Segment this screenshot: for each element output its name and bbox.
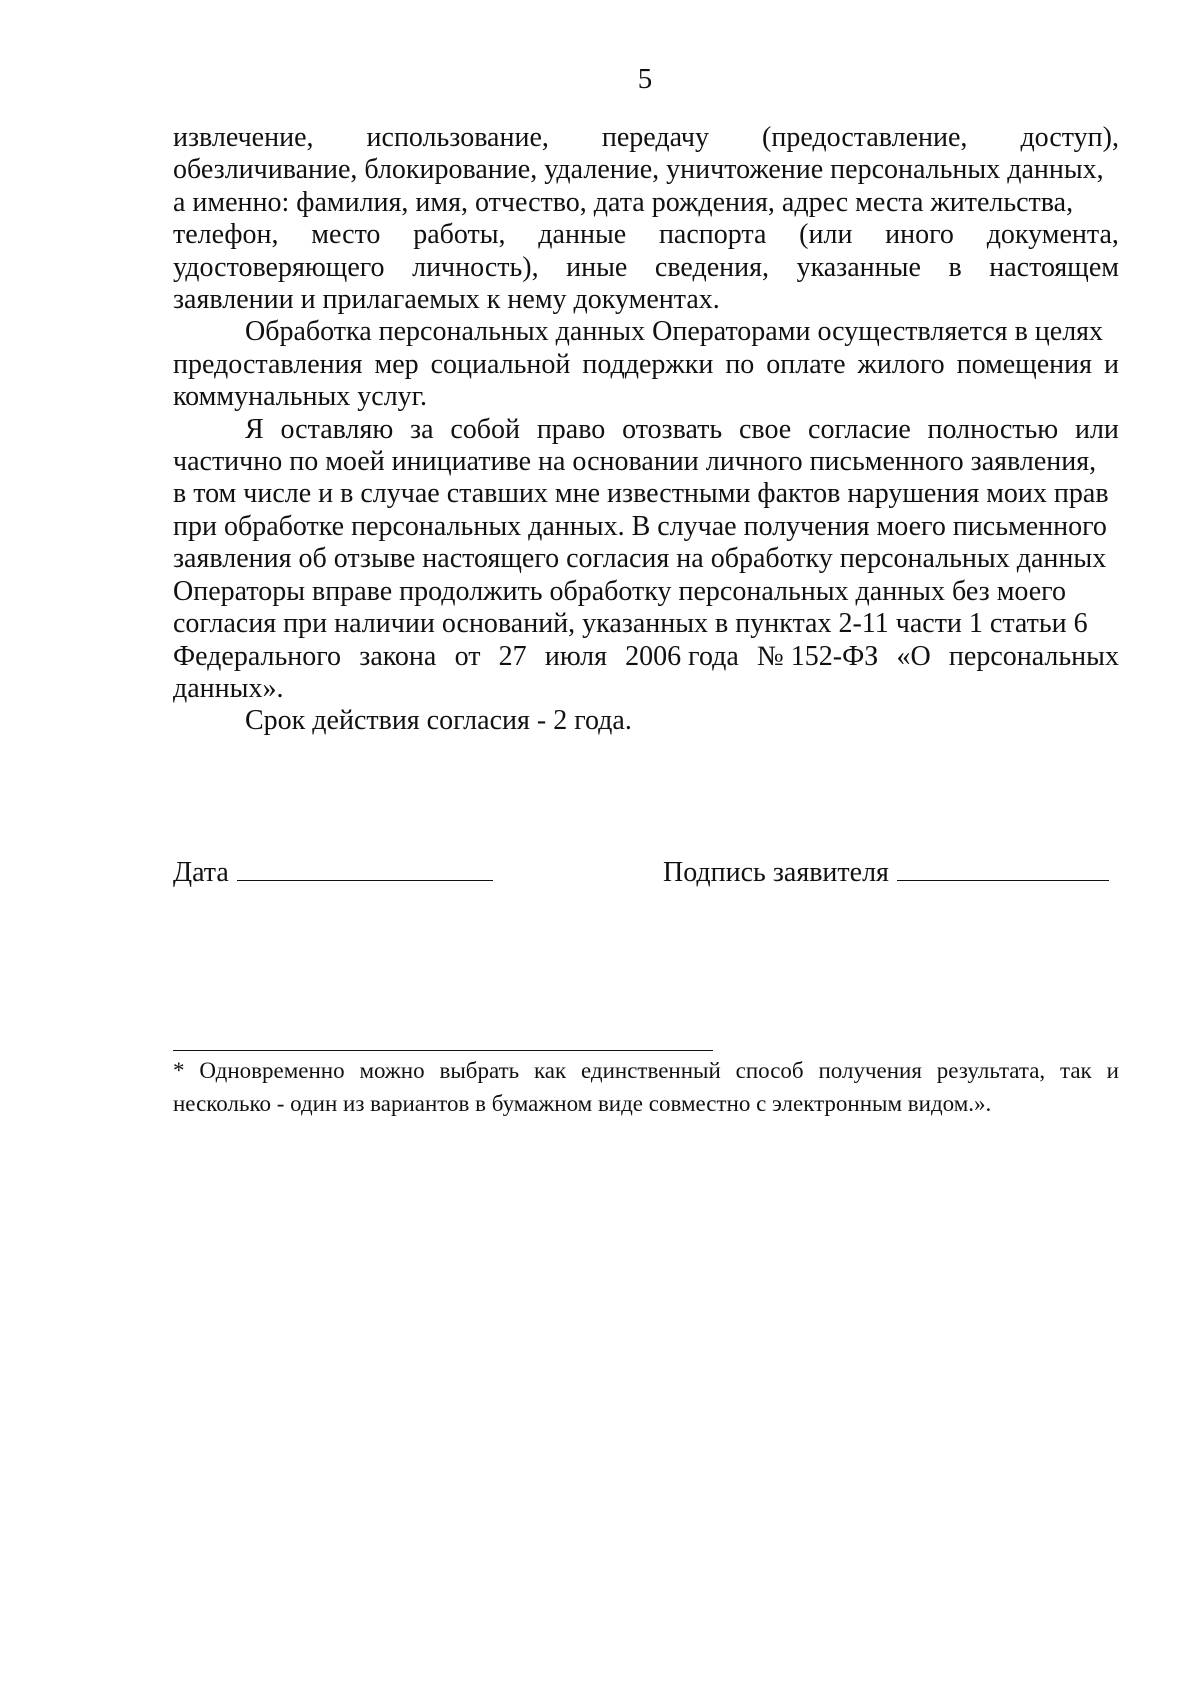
signature-blank-line[interactable] bbox=[897, 858, 1109, 881]
paragraph-1-line-5 bbox=[173, 252, 1119, 284]
word: личность), bbox=[412, 251, 539, 283]
word: согласие bbox=[808, 413, 911, 445]
word: от bbox=[454, 640, 481, 672]
date-field-group bbox=[173, 856, 493, 890]
word: так bbox=[1060, 1058, 1092, 1083]
word: как bbox=[533, 1058, 567, 1083]
paragraph-2 bbox=[173, 316, 1119, 413]
paragraph-3 bbox=[173, 414, 1119, 706]
word: способ bbox=[735, 1058, 804, 1083]
word: за bbox=[410, 413, 434, 445]
word: извлечение, bbox=[173, 122, 314, 153]
word: социальной bbox=[430, 348, 571, 380]
word: оплате bbox=[766, 348, 846, 380]
word: данные bbox=[538, 219, 627, 251]
paragraph-3-line-8 bbox=[173, 641, 1119, 673]
signature-row bbox=[173, 856, 1119, 896]
word: * bbox=[173, 1058, 185, 1083]
paragraph-3-line-4: при обработке персональных данных. В случае получения моего письменного bbox=[173, 510, 1107, 542]
word: паспорта bbox=[658, 219, 767, 251]
paragraph-2-line-3: коммунальных услуг. bbox=[173, 381, 428, 413]
word: место bbox=[311, 219, 381, 251]
word: жилого bbox=[857, 348, 945, 380]
paragraph-4-line-1: Срок действия согласия - 2 года. bbox=[245, 705, 632, 737]
body-text bbox=[173, 122, 1119, 738]
word: мер bbox=[374, 348, 419, 380]
word: работы, bbox=[413, 219, 506, 251]
word: единственный bbox=[581, 1058, 721, 1083]
word: удостоверяющего bbox=[173, 251, 385, 283]
signature-label: Подпись заявителя bbox=[663, 857, 889, 888]
paragraph-1 bbox=[173, 122, 1119, 316]
word: сведения, bbox=[654, 251, 769, 283]
page-number: 5 bbox=[637, 63, 653, 95]
word: поддержки bbox=[582, 348, 714, 380]
paragraph-3-line-7: согласия при наличии оснований, указанных в пунктах 2-11 части 1 статьи 6 bbox=[173, 608, 1088, 640]
word: указанные bbox=[796, 251, 921, 283]
word: иные bbox=[566, 251, 628, 283]
footnote-divider bbox=[173, 1050, 713, 1051]
word: (или bbox=[799, 219, 853, 251]
word: персональных bbox=[948, 640, 1119, 672]
date-blank-line[interactable] bbox=[237, 858, 493, 881]
paragraph-2-line-2 bbox=[173, 349, 1119, 381]
word: оставляю bbox=[280, 413, 394, 445]
footnote bbox=[173, 1054, 1119, 1120]
word: «О bbox=[896, 640, 931, 672]
word: телефон, bbox=[173, 219, 279, 251]
word: Я bbox=[245, 413, 264, 445]
paragraph-1-line-4 bbox=[173, 219, 1119, 251]
date-label: Дата bbox=[173, 857, 229, 888]
paragraph-1-line-6: заявлении и прилагаемых к нему документах. bbox=[173, 284, 720, 316]
paragraph-1-line-1 bbox=[173, 122, 1119, 154]
paragraph-4 bbox=[173, 705, 1119, 737]
paragraph-3-line-5: заявления об отзыве настоящего согласия на обработку персональных данных bbox=[173, 543, 1107, 575]
paragraph-3-line-6: Операторы вправе продолжить обработку персональных данных без моего bbox=[173, 575, 1066, 607]
word: отозвать bbox=[622, 413, 723, 445]
paragraph-1-line-2: обезличивание, блокирование, удаление, уничтожение персональных данных, bbox=[173, 154, 1104, 186]
word: закона bbox=[359, 640, 437, 672]
word: свое bbox=[738, 413, 792, 445]
paragraph-3-line-2: частично по моей инициативе на основании личного письменного заявления, bbox=[173, 446, 1097, 478]
word: июля bbox=[544, 640, 607, 672]
word: и bbox=[1103, 348, 1119, 380]
paragraph-1-line-3: а именно: фамилия, имя, отчество, дата рождения, адрес места жительства, bbox=[173, 186, 1074, 218]
word: использование, bbox=[366, 122, 549, 153]
word: или bbox=[1074, 413, 1119, 445]
signature-field-group bbox=[663, 856, 1109, 890]
paragraph-2-line-1: Обработка персональных данных Операторами осуществляется в целях bbox=[245, 316, 1104, 348]
footnote-line-1 bbox=[173, 1054, 1119, 1087]
word: иного bbox=[885, 219, 954, 251]
word: доступ), bbox=[1020, 122, 1119, 153]
word: и bbox=[1106, 1058, 1119, 1083]
word: № 152-ФЗ bbox=[757, 640, 879, 672]
word: передачу bbox=[601, 122, 709, 153]
word: результата, bbox=[936, 1058, 1046, 1083]
word: по bbox=[725, 348, 755, 380]
paragraph-3-line-1 bbox=[173, 414, 1119, 446]
word: 27 bbox=[498, 640, 527, 672]
paragraph-3-line-9: данных». bbox=[173, 672, 284, 704]
word: 2006 года bbox=[625, 640, 739, 672]
word: (предоставление, bbox=[762, 122, 968, 153]
word: документа, bbox=[986, 219, 1119, 251]
word: предоставления bbox=[173, 348, 363, 380]
word: полностью bbox=[927, 413, 1059, 445]
word: в bbox=[948, 251, 962, 283]
word: право bbox=[536, 413, 606, 445]
word: выбрать bbox=[439, 1058, 520, 1083]
word: Одновременно bbox=[199, 1058, 345, 1083]
word: настоящем bbox=[989, 251, 1119, 283]
word: получения bbox=[818, 1058, 922, 1083]
word: помещения bbox=[956, 348, 1093, 380]
footnote-line-2: несколько - один из вариантов в бумажном виде совместно с электронным видом.». bbox=[173, 1091, 992, 1116]
paragraph-3-line-3: в том числе и в случае ставших мне известными фактов нарушения моих прав bbox=[173, 478, 1109, 510]
word: собой bbox=[450, 413, 521, 445]
word: можно bbox=[359, 1058, 425, 1083]
word: Федерального bbox=[173, 640, 342, 672]
